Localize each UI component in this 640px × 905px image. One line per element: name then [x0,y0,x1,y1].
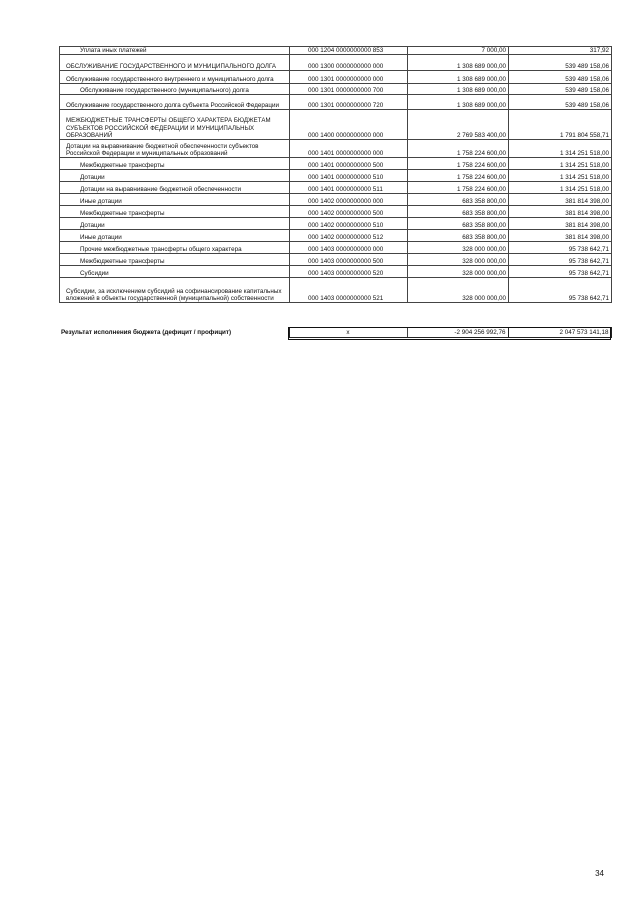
table-row [60,84,612,95]
page-number: 34 [595,869,604,878]
row-plan-amount: 1 758 224 600,00 [408,182,509,194]
row-plan-amount: 2 769 583 400,00 [408,110,509,140]
row-plan-amount: 1 758 224 600,00 [408,158,509,170]
table-row [60,254,612,266]
row-code: 000 1301 0000000000 000 [290,71,408,84]
budget-result-row [59,328,611,338]
row-fact-amount: 539 489 158,06 [509,55,612,71]
table-row [60,182,612,194]
row-code: 000 1403 0000000000 000 [290,242,408,254]
row-plan-amount: 1 308 689 000,00 [408,55,509,71]
row-code: 000 1301 0000000000 700 [290,84,408,95]
row-plan-amount: 683 358 800,00 [408,194,509,206]
row-name: Дотации на выравнивание бюджетной обеспеченности субъектов Российской Федерации и муниципальных образований [60,140,290,158]
row-name: Обслуживание государственного долга субъекта Российской Федерации [60,95,290,110]
row-fact-amount: 539 489 158,06 [509,84,612,95]
table-row [60,194,612,206]
row-plan-amount: 328 000 000,00 [408,266,509,278]
row-plan-amount: 683 358 800,00 [408,206,509,218]
table-row [60,266,612,278]
table-row [60,242,612,254]
row-code: 000 1403 0000000000 500 [290,254,408,266]
table-row [60,278,612,303]
row-fact-amount: 95 738 642,71 [509,242,612,254]
row-code: 000 1401 0000000000 510 [290,170,408,182]
row-plan-amount: 683 358 800,00 [408,230,509,242]
row-name: Дотации [60,170,290,182]
row-name: Межбюджетные трансферты [60,206,290,218]
table-row [60,55,612,71]
row-plan-amount: 7 000,00 [408,47,509,55]
row-name: Межбюджетные трансферты [60,158,290,170]
row-name: Обслуживание государственного внутреннего и муниципального долга [60,71,290,84]
row-plan-amount: 328 000 000,00 [408,278,509,303]
table-row [60,206,612,218]
row-plan-amount: 1 308 689 000,00 [408,84,509,95]
row-fact-amount: 95 738 642,71 [509,278,612,303]
row-fact-amount: 1 791 804 558,71 [509,110,612,140]
row-code: 000 1401 0000000000 500 [290,158,408,170]
row-fact-amount: 1 314 251 518,00 [509,140,612,158]
row-code: 000 1403 0000000000 520 [290,266,408,278]
row-name: Прочие межбюджетные трансферты общего характера [60,242,290,254]
table-row [60,71,612,84]
row-plan-amount: 328 000 000,00 [408,254,509,266]
result-label: Результат исполнения бюджета (дефицит / профицит) [61,329,232,336]
row-name: Дотации на выравнивание бюджетной обеспеченности [60,182,290,194]
row-code: 000 1402 0000000000 000 [290,194,408,206]
row-plan-amount: 1 308 689 000,00 [408,95,509,110]
row-fact-amount: 381 814 398,00 [509,230,612,242]
row-code: 000 1402 0000000000 512 [290,230,408,242]
row-fact-amount: 95 738 642,71 [509,254,612,266]
row-name: Межбюджетные трансферты [60,254,290,266]
row-code: 000 1400 0000000000 000 [290,110,408,140]
table-body [60,47,612,303]
table-row [60,47,612,55]
row-fact-amount: 539 489 158,06 [509,95,612,110]
row-code: 000 1402 0000000000 510 [290,218,408,230]
row-code: 000 1402 0000000000 500 [290,206,408,218]
result-plan: -2 904 256 992,76 [407,328,508,338]
result-code: x [289,328,407,338]
row-name: Иные дотации [60,230,290,242]
row-code: 000 1204 0000000000 853 [290,47,408,55]
row-plan-amount: 1 758 224 600,00 [408,140,509,158]
row-plan-amount: 1 308 689 000,00 [408,71,509,84]
row-name: Субсидии, за исключением субсидий на софинансирование капитальных вложений в объекты государственной (муниципальной) собственности [60,278,290,303]
row-fact-amount: 95 738 642,71 [509,266,612,278]
table-row [60,158,612,170]
row-code: 000 1401 0000000000 511 [290,182,408,194]
row-fact-amount: 317,92 [509,47,612,55]
row-code: 000 1300 0000000000 000 [290,55,408,71]
row-code: 000 1301 0000000000 720 [290,95,408,110]
row-name: Иные дотации [60,194,290,206]
row-name: Дотации [60,218,290,230]
row-code: 000 1401 0000000000 000 [290,140,408,158]
row-plan-amount: 1 758 224 600,00 [408,170,509,182]
row-fact-amount: 1 314 251 518,00 [509,182,612,194]
row-fact-amount: 539 489 158,06 [509,71,612,84]
row-plan-amount: 328 000 000,00 [408,242,509,254]
table-row [60,230,612,242]
table-row [60,170,612,182]
row-plan-amount: 683 358 800,00 [408,218,509,230]
table-row [60,218,612,230]
budget-result-table [59,327,612,338]
row-name: ОБСЛУЖИВАНИЕ ГОСУДАРСТВЕННОГО И МУНИЦИПАЛЬНОГО ДОЛГА [60,55,290,71]
row-name: Обслуживание государственного (муниципального) долга [60,84,290,95]
row-name: МЕЖБЮДЖЕТНЫЕ ТРАНСФЕРТЫ ОБЩЕГО ХАРАКТЕРА БЮДЖЕТАМ СУБЪЕКТОВ РОССИЙСКОЙ ФЕДЕРАЦИИ И МУНИЦИПАЛЬНЫХ ОБРАЗОВАНИЙ [60,110,290,140]
row-fact-amount: 381 814 398,00 [509,218,612,230]
table-row [60,95,612,110]
row-name: Субсидии [60,266,290,278]
row-code: 000 1403 0000000000 521 [290,278,408,303]
row-fact-amount: 381 814 398,00 [509,206,612,218]
row-name: Уплата иных платежей [60,47,290,55]
budget-expenditure-table [59,46,612,303]
row-fact-amount: 1 314 251 518,00 [509,158,612,170]
row-fact-amount: 1 314 251 518,00 [509,170,612,182]
table-row [60,140,612,158]
result-fact: 2 047 573 141,18 [508,328,611,338]
row-fact-amount: 381 814 398,00 [509,194,612,206]
table-row [60,110,612,140]
